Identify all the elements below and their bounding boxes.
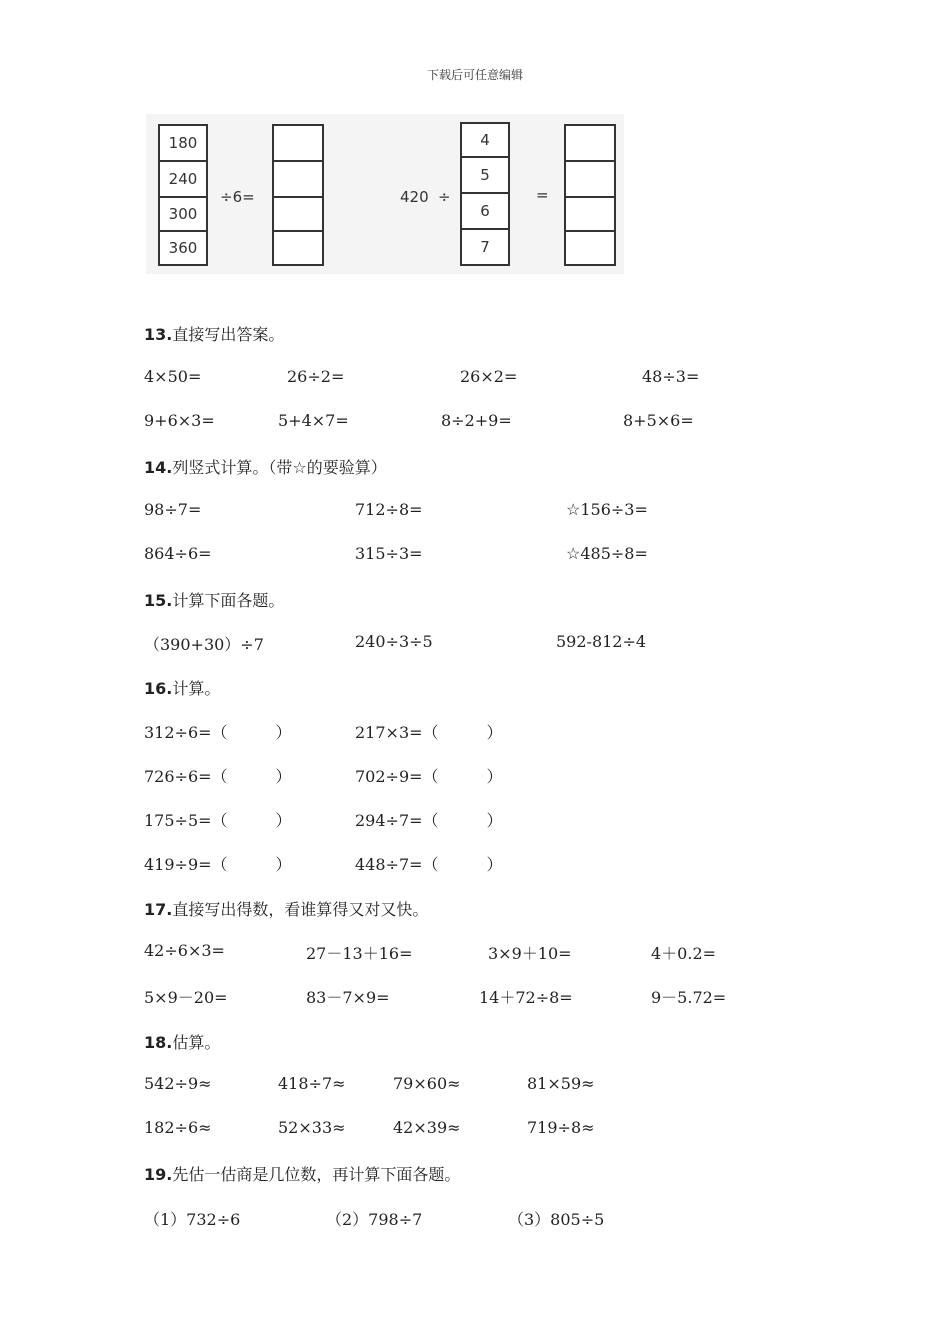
problem: 419÷9=（ ）	[144, 855, 292, 874]
question-title: 直接写出答案。	[172, 325, 285, 344]
problem: 5+4×7=	[278, 411, 349, 430]
problem: 864÷6=	[144, 544, 212, 563]
problem: 4＋0.2=	[651, 944, 717, 963]
problem: 14＋72÷8=	[479, 988, 573, 1007]
question-title: 先估一估商是几位数，再计算下面各题。	[172, 1165, 461, 1184]
problem: 26×2=	[460, 367, 518, 386]
question-title: 直接写出得数，看谁算得又对又快。	[172, 900, 429, 919]
column-cell: 5	[462, 158, 508, 194]
answer-cell	[566, 232, 614, 264]
answer-column-right	[564, 124, 616, 266]
problem: （3）805÷5	[508, 1210, 605, 1229]
problem: 312÷6=（ ）	[144, 723, 292, 742]
division-figure	[146, 114, 624, 274]
question-number: 19.	[144, 1165, 173, 1184]
problem: 27－13＋16=	[306, 944, 413, 963]
question-number: 16.	[144, 679, 173, 698]
divide-sign: ÷	[438, 188, 451, 206]
problem: 42÷6×3=	[144, 941, 225, 960]
problem: 592-812÷4	[556, 632, 647, 651]
column-cell: 7	[480, 238, 490, 256]
column-cell: 180	[160, 126, 206, 162]
question-17-heading	[144, 897, 428, 920]
problem: 79×60≈	[393, 1074, 461, 1093]
column-cell: 4	[462, 124, 508, 158]
answer-cell	[566, 126, 614, 162]
question-19-heading	[144, 1162, 460, 1185]
question-title: 计算。	[172, 679, 221, 698]
problem: 294÷7=（ ）	[355, 811, 503, 830]
question-number: 17.	[144, 900, 173, 919]
column-cell: 360	[168, 239, 198, 257]
problem: 175÷5=（ ）	[144, 811, 292, 830]
problem: 26÷2=	[287, 367, 345, 386]
problem: 712÷8=	[355, 500, 423, 519]
question-18-heading	[144, 1030, 220, 1053]
question-number: 14.	[144, 458, 173, 477]
problem: ☆485÷8=	[566, 544, 648, 563]
problem: 5×9－20=	[144, 988, 228, 1007]
problem: 48÷3=	[642, 367, 700, 386]
question-15-heading	[144, 588, 284, 611]
dividend-column	[158, 124, 208, 266]
problem: 8÷2+9=	[441, 411, 512, 430]
question-16-heading	[144, 676, 220, 699]
problem: 726÷6=（ ）	[144, 767, 292, 786]
problem: 448÷7=（ ）	[355, 855, 503, 874]
problem: 418÷7≈	[278, 1074, 346, 1093]
problem: 182÷6≈	[144, 1118, 212, 1137]
page-header: 下载后可任意编辑	[426, 68, 523, 82]
column-cell: 6	[462, 194, 508, 230]
dividend-label: 420	[400, 188, 429, 206]
column-cell: 240	[160, 162, 206, 198]
answer-cell	[566, 198, 614, 232]
divisor-column	[460, 122, 510, 266]
question-title: 列竖式计算。（带☆的要验算）	[172, 458, 387, 477]
problem: 542÷9≈	[144, 1074, 212, 1093]
problem: （1）732÷6	[144, 1210, 241, 1229]
problem: （390+30）÷7	[144, 635, 264, 654]
problem: 81×59≈	[527, 1074, 595, 1093]
problem: 42×39≈	[393, 1118, 461, 1137]
equals-sign: =	[536, 186, 549, 204]
divide-by-six-label: ÷6=	[220, 188, 255, 206]
problem: 217×3=（ ）	[355, 723, 503, 742]
column-cell: 300	[160, 198, 206, 232]
question-number: 18.	[144, 1033, 173, 1052]
answer-cell	[274, 198, 322, 232]
question-title: 估算。	[172, 1033, 221, 1052]
problem: 52×33≈	[278, 1118, 346, 1137]
problem: 240÷3÷5	[355, 632, 433, 651]
question-number: 15.	[144, 591, 173, 610]
answer-column-left	[272, 124, 324, 266]
question-number: 13.	[144, 325, 173, 344]
problem: 9+6×3=	[144, 411, 215, 430]
problem: 3×9＋10=	[488, 944, 572, 963]
question-title: 计算下面各题。	[172, 591, 285, 610]
problem: 702÷9=（ ）	[355, 767, 503, 786]
problem: 8+5×6=	[623, 411, 694, 430]
problem: 9－5.72=	[651, 988, 727, 1007]
question-14-heading	[144, 455, 387, 478]
problem: 4×50=	[144, 367, 202, 386]
problem: 315÷3=	[355, 544, 423, 563]
problem: 83－7×9=	[306, 988, 390, 1007]
answer-cell	[274, 126, 322, 162]
answer-cell	[274, 232, 322, 264]
answer-cell	[566, 162, 614, 198]
problem: 98÷7=	[144, 500, 202, 519]
problem: （2）798÷7	[326, 1210, 423, 1229]
problem: ☆156÷3=	[566, 500, 648, 519]
answer-cell	[274, 162, 322, 198]
question-13-heading	[144, 322, 284, 345]
problem: 719÷8≈	[527, 1118, 595, 1137]
